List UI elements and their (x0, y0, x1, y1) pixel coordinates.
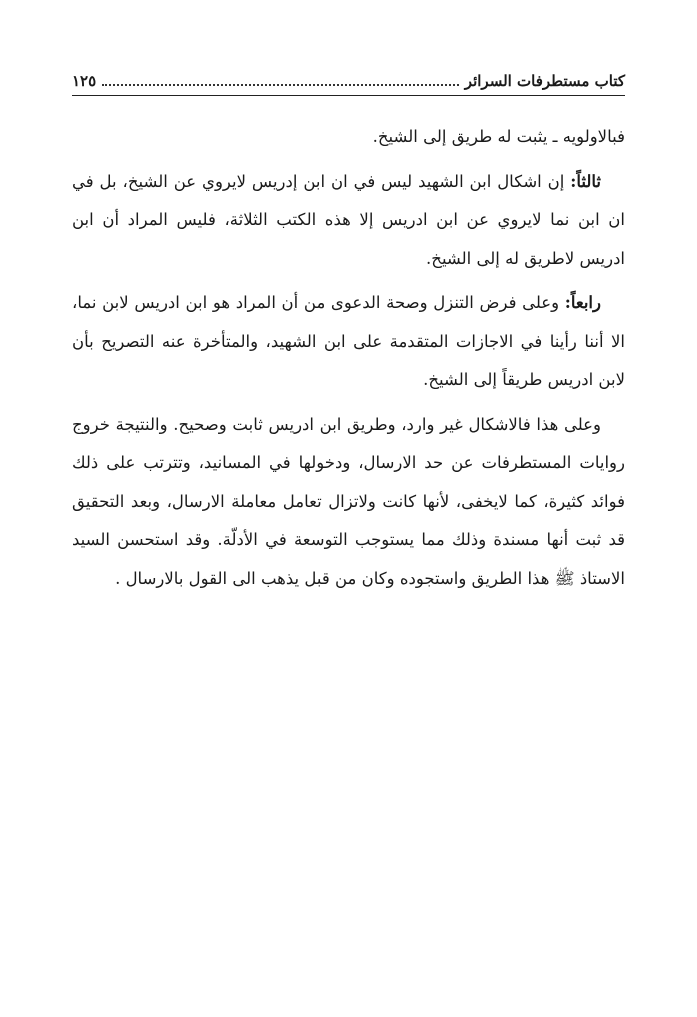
paragraph-text: وعلى فرض التنزل وصحة الدعوى من أن المراد هو ابن ادريس لابن نما، الا أننا رأينا في الاجازات المتقدمة على ابن الشهيد، والمتأخرة عنه التصريح بأن لابن ادريس طريقاً إلى الشيخ. (72, 293, 625, 389)
paragraph-text: وعلى هذا فالاشكال غير وارد، وطريق ابن ادريس ثابت وصحيح. والنتيجة خروج روايات المستطرفات عن حد الارسال، ودخولها في المسانيد، وتترتب على ذلك فوائد كثيرة، كما لايخفى، لأنها كانت ولاتزال تعامل معاملة الارسال، وبعد التحقيق قد ثبت أنها مسندة وذلك مما يستوجب التوسعة في الأدلّة. وقد استحسن السيد الاستاذ ﷺ هذا الطريق واستجوده وكان من قبل يذهب الى القول بالارسال . (72, 414, 625, 588)
page-number: ١٢٥ (72, 72, 97, 90)
header-leader-dots (102, 84, 459, 86)
running-header (72, 70, 625, 92)
paragraph-lead: ثالثاً: (570, 171, 601, 191)
paragraph-text: فبالاولويه ـ يثبت له طريق إلى الشيخ. (372, 127, 625, 146)
body-text (72, 118, 625, 598)
header-rule (72, 95, 625, 96)
paragraph-text: إن اشكال ابن الشهيد ليس في ان ابن إدريس لايروي عن الشيخ، بل في ان ابن نما لايروي عن ابن ادريس إلا هذه الكتب الثلاثة، فليس المراد أن ابن ادريس لاطريق له إلى الشيخ. (72, 171, 625, 268)
paragraph-lead: رابعاً: (564, 293, 601, 312)
paragraph-third-point (72, 163, 625, 279)
paragraph-conclusion (72, 406, 625, 599)
book-title: كتاب مستطرفات السرائر (464, 72, 625, 90)
paragraph-continuation (72, 118, 625, 157)
book-page (72, 70, 625, 604)
paragraph-fourth-point (72, 284, 625, 400)
